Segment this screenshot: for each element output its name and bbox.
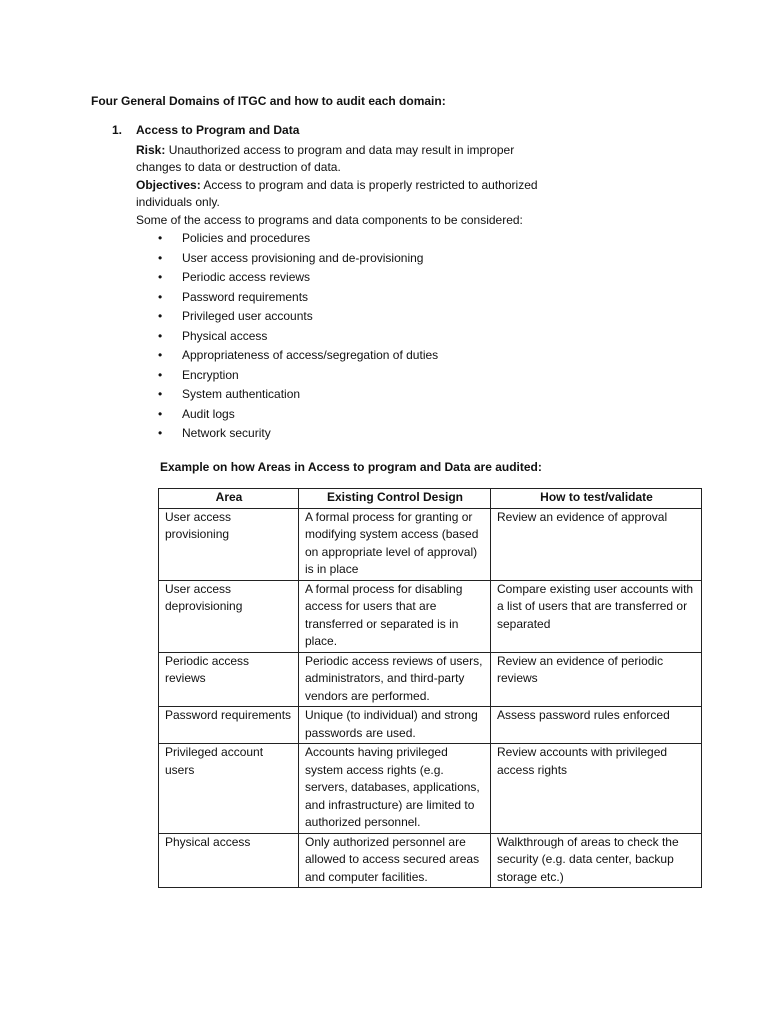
cell-test-validate: Assess password rules enforced [491, 707, 702, 744]
list-item [158, 405, 552, 425]
cell-area: Periodic access reviews [159, 652, 299, 707]
control-table [158, 488, 702, 888]
cell-test-validate: Walkthrough of areas to check the security (e.g. data center, backup storage etc.) [491, 833, 702, 888]
table-row [159, 744, 702, 834]
example-title: Example on how Areas in Access to program and Data are audited: [160, 460, 542, 474]
list-item-text: Policies and procedures [182, 231, 311, 245]
list-item [158, 385, 552, 405]
section-number: 1. [112, 123, 123, 137]
list-item-text: Appropriateness of access/segregation of duties [182, 348, 439, 362]
objectives-text: Access to program and data is properly restricted to authorized individuals only. [136, 177, 538, 209]
bullet-glyph: • [158, 367, 163, 382]
bullet-glyph: • [158, 289, 163, 304]
section-title-row [112, 122, 552, 140]
list-item-text: Encryption [182, 367, 239, 382]
table-row [159, 707, 702, 744]
components-intro: Some of the access to programs and data components to be considered: [136, 212, 523, 227]
table-body [159, 508, 702, 888]
list-item-text: Password requirements [182, 289, 309, 304]
cell-test-validate: Review an evidence of periodic reviews [491, 652, 702, 707]
section-access-program-data [112, 122, 552, 444]
header-area: Area [159, 489, 299, 509]
cell-area: User access provisioning [159, 508, 299, 580]
cell-area: User access deprovisioning [159, 580, 299, 652]
table-row [159, 833, 702, 888]
list-item-text: System authentication [182, 387, 301, 401]
list-item [158, 307, 552, 327]
list-item [158, 268, 552, 288]
risk-paragraph [136, 142, 552, 177]
list-item-text: User access provisioning and de-provisioning [182, 250, 424, 265]
bullet-glyph: • [158, 328, 163, 343]
list-item-text: Privileged user accounts [182, 309, 313, 323]
cell-control-design: Accounts having privileged system access rights (e.g. servers, databases, applications, and infrastructure) are limited to authorized personnel. [299, 744, 491, 834]
cell-area: Privileged account users [159, 744, 299, 834]
cell-control-design: Unique (to individual) and strong passwords are used. [299, 707, 491, 744]
bullet-glyph: • [158, 348, 163, 362]
header-control-design: Existing Control Design [299, 489, 491, 509]
table-header-row [159, 489, 702, 509]
bullet-glyph: • [158, 309, 163, 323]
objectives-label: Objectives: [136, 177, 201, 192]
cell-control-design: A formal process for granting or modifying system access (based on appropriate level of approval) is in place [299, 508, 491, 580]
list-item [158, 346, 552, 366]
cell-test-validate: Review an evidence of approval [491, 508, 702, 580]
list-item-text: Physical access [182, 328, 268, 343]
cell-area: Physical access [159, 833, 299, 888]
section-body [136, 142, 552, 444]
list-item [158, 327, 552, 347]
bullet-glyph: • [158, 426, 163, 440]
cell-control-design: A formal process for disabling access for users that are transferred or separated is in place. [299, 580, 491, 652]
table-row [159, 652, 702, 707]
components-list [136, 229, 552, 444]
list-item-text: Periodic access reviews [182, 270, 311, 284]
cell-control-design: Periodic access reviews of users, administrators, and third-party vendors are performed. [299, 652, 491, 707]
risk-label: Risk: [136, 142, 166, 157]
table-row [159, 580, 702, 652]
risk-text: Unauthorized access to program and data may result in improper changes to data or destruction of data. [136, 142, 515, 174]
list-item-text: Network security [182, 426, 271, 440]
cell-test-validate: Compare existing user accounts with a list of users that are transferred or separated [491, 580, 702, 652]
list-item [158, 424, 552, 444]
cell-control-design: Only authorized personnel are allowed to access secured areas and computer facilities. [299, 833, 491, 888]
list-item [158, 249, 552, 269]
section-title: Access to Program and Data [136, 123, 300, 137]
cell-area: Password requirements [159, 707, 299, 744]
bullet-glyph: • [158, 270, 163, 284]
bullet-glyph: • [158, 406, 163, 421]
table-row [159, 508, 702, 580]
list-item [158, 288, 552, 308]
document-heading: Four General Domains of ITGC and how to audit each domain: [91, 94, 446, 108]
list-item [158, 366, 552, 386]
bullet-glyph: • [158, 387, 163, 401]
bullet-glyph: • [158, 231, 163, 245]
bullet-glyph: • [158, 250, 163, 265]
list-item [158, 229, 552, 249]
header-test-validate: How to test/validate [491, 489, 702, 509]
list-item-text: Audit logs [182, 406, 235, 421]
cell-test-validate: Review accounts with privileged access rights [491, 744, 702, 834]
objectives-paragraph [136, 177, 552, 212]
